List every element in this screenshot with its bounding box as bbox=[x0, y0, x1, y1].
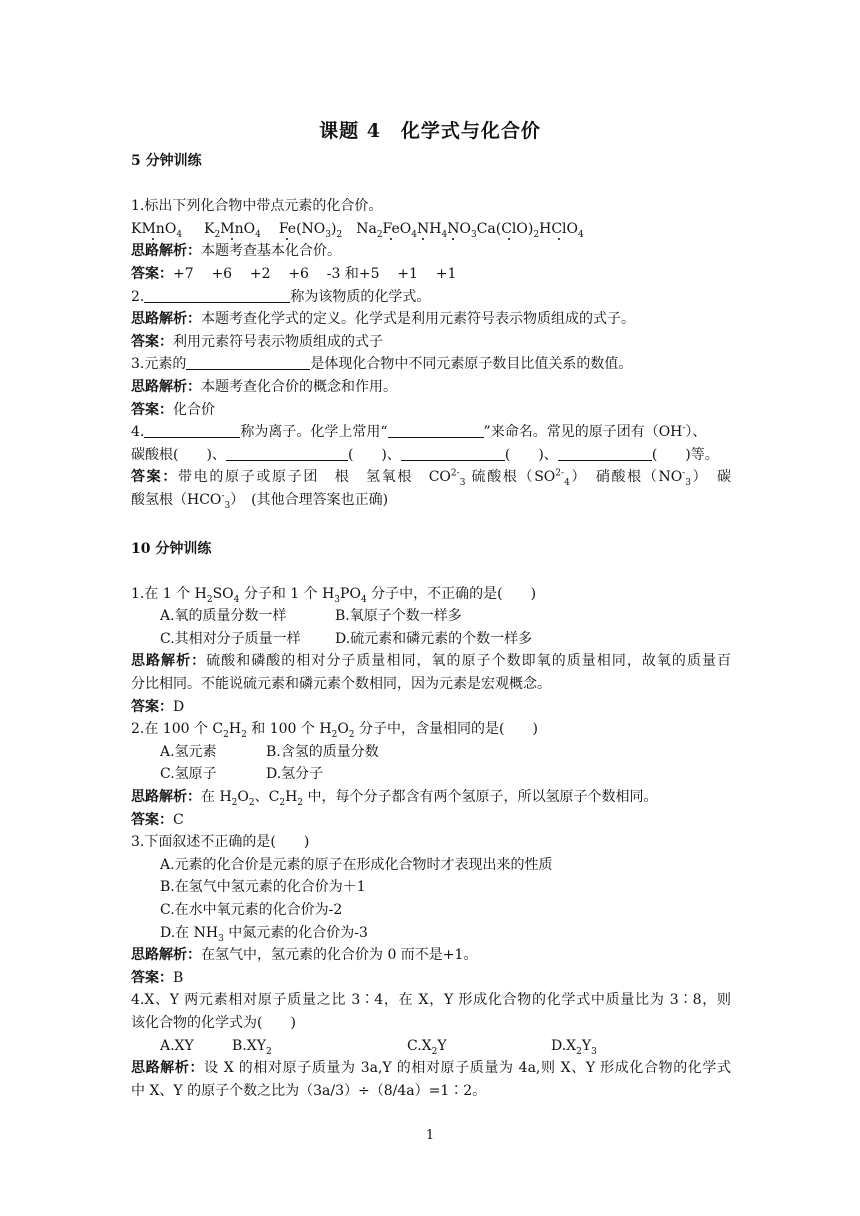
q10-4-analysis-line1: 思路解析：设 X 的相对原子质量为 3a,Y 的相对原子质量为 4a,则 X、Y 形成化合物的化学式 bbox=[131, 1060, 732, 1077]
q5-3-answer: 答案：化合价 bbox=[131, 401, 215, 418]
q10-4-options: A.XY $B.XY_2$ $C.X_2Y$ $D.X_2Y_3$ bbox=[160, 1037, 597, 1057]
q10-3-option-b: B.在氢气中氢元素的化合价为＋1 bbox=[160, 879, 366, 896]
q10-1-analysis-line1: 思路解析：硫酸和磷酸的相对分子质量相同，氧的原子个数即氧的质量相同，故氧的质量百 bbox=[131, 653, 732, 670]
q10-1-options-cd: C.其相对分子质量一样 D.硫元素和磷元素的个数一样多 bbox=[160, 630, 533, 647]
q5-1-answer: 答案：+7 +6 +2 +6 -3 和+5 +1 +1 bbox=[131, 265, 457, 282]
answer-blank bbox=[401, 446, 505, 461]
q10-3-option-c: C.在水中氧元素的化合价为-2 bbox=[160, 902, 343, 918]
page-title: 课题 4 化学式与化合价 bbox=[319, 120, 541, 142]
q5-1-formulas: KMnO$_4$ $K_2MnO_4$ $Fe(NO_3)_2$ $Na_2FeO_4NH_4NO_3Ca(ClO)_2HClO_4$ bbox=[131, 220, 584, 240]
answer-blank bbox=[144, 423, 240, 438]
q5-4-answer-line2: 酸氢根$(HCO^-_3)$ (其他合理答案也正确) bbox=[131, 491, 389, 511]
q10-4-stem-line2: 该化合物的化学式为( ) bbox=[131, 1014, 296, 1031]
q10-2-options-ab: A.氢元素 B.含氢的质量分数 bbox=[160, 743, 379, 760]
q10-1-answer: 答案：D bbox=[131, 698, 185, 715]
analysis-label: 思路解析 bbox=[131, 243, 187, 260]
q5-4-answer-line1: 答案：带电的原子或原子团 根 氢氧根 $CO^{2-}_3$ 硫酸根$(SO^{2-}_4)$ 硝酸根$(NO^-_3)$ 碳 bbox=[131, 468, 732, 489]
answer-blank bbox=[558, 446, 652, 461]
q10-1-stem: 1.在 1 个 $H_2SO_4$ 分子和 1 个 $H_3PO_4$ 分子中，不正确的是( ) bbox=[131, 585, 537, 605]
q5-3-analysis: 思路解析：本题考查化合价的概念和作用。 bbox=[131, 378, 397, 395]
q10-2-analysis: 思路解析：在 $H_2O_2$、$C_2H_2$ 中，每个分子都含有两个氢原子，所以氢原子个数相同。 bbox=[131, 789, 658, 808]
q10-2-answer: 答案：C bbox=[131, 811, 184, 828]
section-heading-5min: 5 分钟训练 bbox=[131, 153, 202, 169]
q5-3-stem: 3.元素的 是体现化合物中不同元素原子数目比值关系的数值。 bbox=[131, 356, 633, 373]
q10-3-stem: 3.下面叙述不正确的是( ) bbox=[131, 834, 310, 851]
q10-1-options-ab: A.氧的质量分数一样 B.氧原子个数一样多 bbox=[160, 608, 462, 625]
q5-4-stem-line1: 4. 称为离子。化学上常用“ ”来命名。常见的原子团有（OH-）、 bbox=[131, 423, 707, 441]
q10-3-analysis: 思路解析：在氢气中，氢元素的化合价为 0 而不是+1。 bbox=[131, 947, 478, 964]
q10-3-answer: 答案：B bbox=[131, 969, 184, 986]
q5-1-analysis: 思路解析：本题考查基本化合价。 bbox=[131, 243, 341, 260]
q5-2-analysis: 思路解析：本题考查化学式的定义。化学式是利用元素符号表示物质组成的式子。 bbox=[131, 311, 635, 328]
q10-3-option-a: A.元素的化合价是元素的原子在形成化合物时才表现出来的性质 bbox=[160, 856, 553, 873]
answer-blank bbox=[226, 446, 348, 461]
q5-2-stem: 2. 称为该物质的化学式。 bbox=[131, 288, 431, 305]
q10-4-stem-line1: 4.X、Y 两元素相对原子质量之比 3∶4，在 X，Y 形成化合物的化学式中质量比为 3∶8，则 bbox=[131, 992, 731, 1009]
q10-1-analysis-line2: 分比相同。不能说硫元素和磷元素个数相同，因为元素是宏观概念。 bbox=[131, 676, 551, 693]
q10-2-options-cd: C.氢原子 D.氢分子 bbox=[160, 766, 324, 783]
answer-blank bbox=[144, 288, 290, 303]
q5-1-stem: 1.标出下列化合物中带点元素的化合价。 bbox=[131, 198, 383, 215]
content-body bbox=[131, 150, 731, 1102]
answer-blank bbox=[388, 423, 484, 438]
q5-4-stem-line2: 碳酸根( )、 ( )、 ( )、 ( )等。 bbox=[131, 446, 719, 463]
section-heading-10min: 10 分钟训练 bbox=[131, 540, 212, 557]
q5-2-answer: 答案：利用元素符号表示物质组成的式子 bbox=[131, 333, 383, 350]
answer-blank bbox=[186, 355, 310, 370]
page-number: 1 bbox=[425, 1128, 435, 1143]
q10-4-analysis-line2: 中 X、Y 的原子个数之比为（3a/3）÷（8/4a）=1∶2。 bbox=[131, 1082, 487, 1099]
q10-3-option-d: D.在 $NH_3$ 中氮元素的化合价为-3 bbox=[160, 924, 368, 944]
q10-2-stem: 2.在 100 个 $C_2H_2$ 和 100 个 $H_2O_2$ 分子中，含量相同的是( ) bbox=[131, 721, 538, 741]
